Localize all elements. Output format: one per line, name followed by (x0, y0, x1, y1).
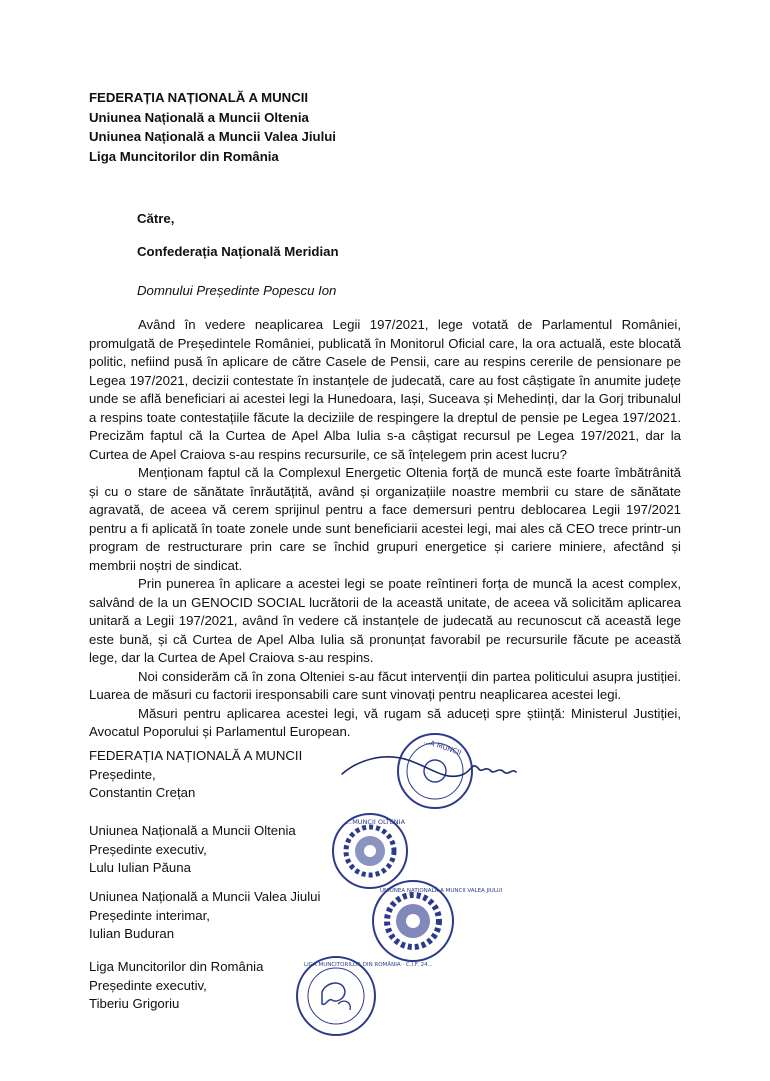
body-paragraph: Având în vedere neaplicarea Legii 197/2021, lege votată de Parlamentul României, promulgată de Președintele României, publicată în Monitorul Oficial care, la ora actuală, este blocată politic, nefiind pusă în aplicare de către Casele de Pensii, care au respins cererile de pensionare pe Legea 197/2021, decizii contestate în instanțele de judecată, care au fost câștigate în anumite județe unde se află beneficiari ai acestei legi la Hunedoara, Iași, Suceava și Mehedinți, dar la Gorj tribunalul a respins toate contestațiile făcute la deciziile de respingere la dreptul de pensie pe Legea 197/2021. Precizăm faptul că la Curtea de Apel Alba Iulia s-a câștigat recursul pe Legea 197/2021, dar la Curtea de Apel Craiova s-au respins recursurile, ce să înțelegem prin acest lucru? (89, 317, 681, 462)
stamp-gear-seal-icon (333, 814, 407, 888)
stamp-text: LIGA MUNCITORILOR DIN ROMÂNIA · C.I.F. 24... (304, 962, 433, 968)
letterhead (89, 88, 336, 166)
signatory-organization: FEDERAȚIA NAȚIONALĂ A MUNCII (89, 748, 303, 763)
signatory-name: Lulu Iulian Păuna (89, 860, 191, 875)
signatory-organization: Liga Muncitorilor din România (89, 959, 264, 974)
stamp-text: ...MUNCII OLTENIA (346, 818, 406, 826)
addressee-organization: Confederația Națională Meridian (137, 244, 339, 259)
signatory-name: Tiberiu Grigoriu (89, 996, 180, 1011)
body-paragraph: Noi considerăm că în zona Olteniei s-au făcut intervenții din partea politicului asupra justiției. Luarea de măsuri cu factorii iresponsabili care sunt vinovați pentru neaplicarea acestei legi. (89, 668, 681, 702)
body-paragraph: Măsuri pentru aplicarea acestei legi, vă rugam să aduceți spre știință: Ministerul Justiției, Avocatul Poporului și Parlamentul European. (89, 705, 681, 739)
signature-block-lmr (89, 958, 263, 1014)
signatory-role: Președinte interimar, (89, 907, 210, 923)
letterhead-line: Uniunea Națională a Muncii Oltenia (89, 109, 309, 125)
stamp-lmr (292, 954, 433, 1038)
stamp-unm-valea-jiului (370, 878, 503, 964)
signatory-name: Iulian Buduran (89, 926, 175, 941)
letter-body (89, 316, 681, 742)
body-paragraph: Prin punerea în aplicare a acestei legi se poate reîntineri forța de muncă la acest complex, salvând de la un GENOCID SOCIAL lucrătorii de la această unitate, de aceea vă solicităm aplicarea unitară a Legii 197/2021, având în vedere că instanțele de judecată au recunoscut că această lege este bună, și că Curtea de Apel Alba Iulia să pronunțat favorabil pe recursurile făcute pe această lege, dar la Curtea de Apel Craiova s-au respins. (89, 576, 681, 665)
signatory-role: Președinte, (89, 766, 156, 782)
signature-block-unm-oltenia (89, 822, 296, 878)
stamp-gear-seal-icon (373, 881, 503, 961)
stamp-text: ...A MUNCII (422, 737, 463, 757)
stamp-seal-icon (297, 957, 433, 1035)
signatory-organization: Uniunea Națională a Muncii Oltenia (89, 823, 296, 838)
signatory-organization: Uniunea Națională a Muncii Valea Jiului (89, 889, 321, 904)
body-paragraph: Menționam faptul că la Complexul Energetic Oltenia forță de muncă este foarte îmbătrânită și cu o stare de sănătate înrăutățită, având și organizațiile noastre membrii cu stare de sănătate agravată, de aceea vă cerem sprijinul pentru a face demersuri pentru deblocarea Legii 197/2021 pentru a fi aplicată în toate zonele unde sunt beneficiarii acestei legi, mai ales că CEO trece printr-un program de restructurare prin care se închid grupuri energetice și cariere miniere, afectând și membrii noștri de sindicat. (89, 465, 681, 573)
addressee-person: Domnului Președinte Popescu Ion (137, 283, 337, 298)
letterhead-line: FEDERAȚIA NAȚIONALĂ A MUNCII (89, 90, 309, 105)
signatory-role: Președinte executiv, (89, 841, 207, 857)
signatory-role: Președinte executiv, (89, 977, 207, 993)
handwritten-signature-icon (342, 757, 516, 777)
salutation-to: Către, (137, 211, 175, 226)
stamp-fnm (338, 730, 520, 812)
signature-block-unm-valea-jiului (89, 888, 320, 944)
letterhead-line: Uniunea Națională a Muncii Valea Jiului (89, 129, 336, 144)
stamp-text: UNIUNEA NAȚIONALĂ A MUNCII VALEA JIULUI (380, 888, 503, 894)
signature-block-fnm (89, 747, 302, 803)
letterhead-line: Liga Muncitorilor din România (89, 148, 279, 164)
signatory-name: Constantin Crețan (89, 785, 196, 800)
